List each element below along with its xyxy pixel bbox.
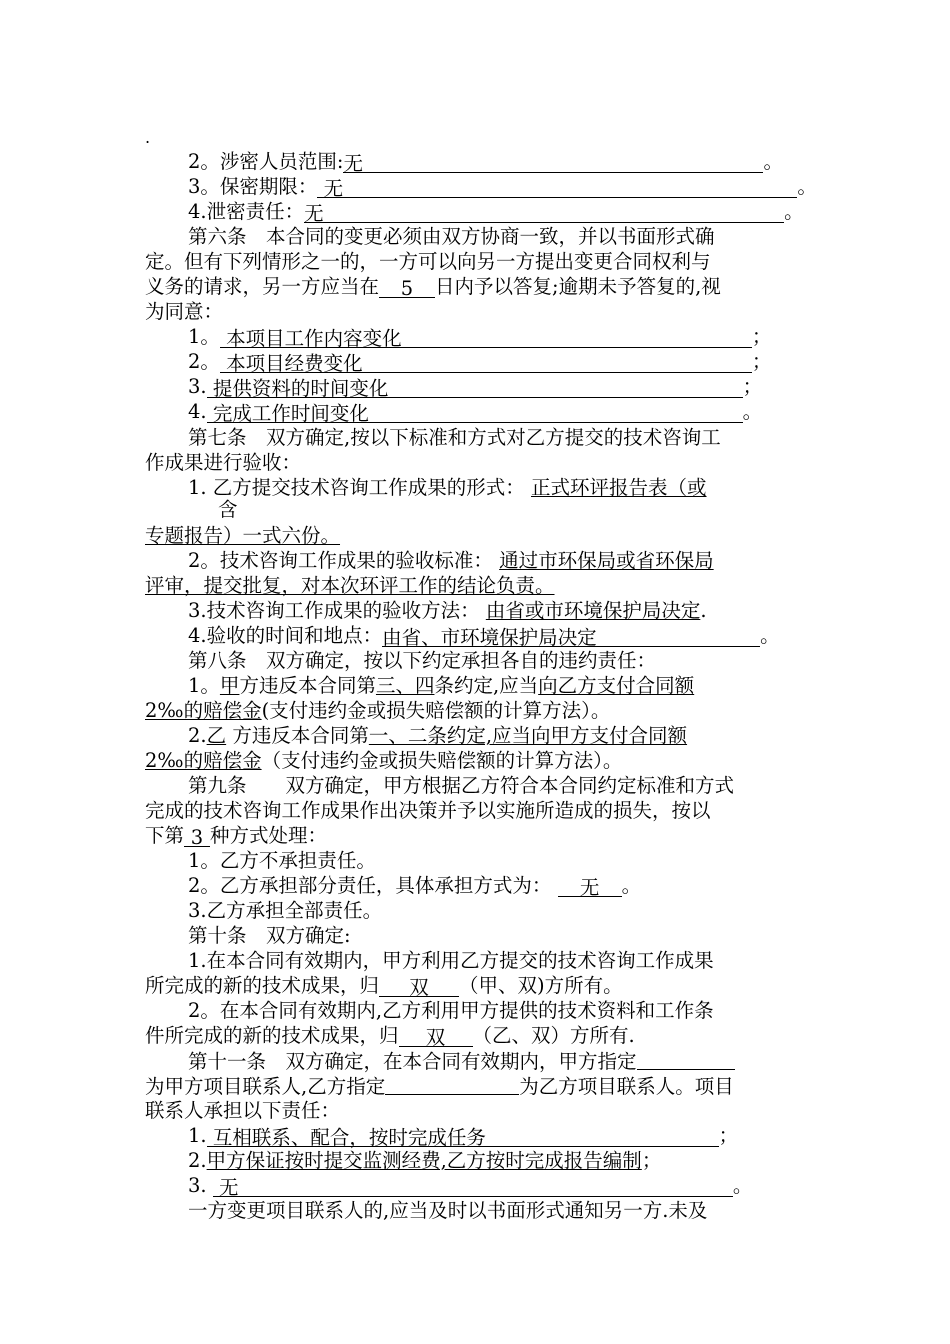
acceptance-method-value: 由省或市环境保护局决定 — [485, 599, 701, 622]
article-11-line-2: 为甲方项目联系人,乙方指定 为乙方项目联系人。项目 — [145, 1075, 734, 1098]
ownership-b-line-2: 件所完成的新的技术成果，归 双 （乙、双）方所有. — [145, 1024, 635, 1049]
acceptance-method-line: 3.技术咨询工作成果的验收方法： 由省或市环境保护局决定. — [188, 599, 707, 622]
secrecy-term-value: 无 — [317, 177, 797, 198]
ownership-b-line-1: 2。在本合同有效期内,乙方利用甲方提供的技术资料和工作条 — [188, 999, 714, 1022]
handling-method-number: 3 — [184, 826, 210, 847]
article-11-line-1: 第十一条 双方确定，在本合同有效期内，甲方指定 — [188, 1049, 735, 1073]
article-11-last-line: 一方变更项目联系人的,应当及时以书面形式通知另一方.未及 — [188, 1199, 708, 1222]
breach-party-b-line-1: 2.乙 方违反本合同第一、二条约定,应当向甲方支付合同额 — [188, 724, 688, 747]
handling-option-3: 3.乙方承担全部责任。 — [188, 899, 383, 922]
reply-days-value: 5 — [379, 277, 435, 298]
change-item-4: 4. 完成工作时间变化 。 — [188, 400, 763, 425]
change-item-1: 1。 本项目工作内容变化 ； — [188, 325, 772, 350]
article-6-line-2: 定。但有下列情形之一的，一方可以向另一方提出变更合同权利与 — [145, 250, 711, 273]
article-8-line-1: 第八条 双方确定，按以下约定承担各自的违约责任： — [188, 649, 657, 672]
article-7-line-2: 作成果进行验收： — [145, 451, 302, 474]
article-9-line-2: 完成的技术咨询工作成果作出决策并予以实施所造成的损失，按以 — [145, 799, 711, 822]
deliverable-form-value: 正式环评报告表（或 — [531, 476, 707, 499]
deliverable-form-line-3: 专题报告）一式六份。 — [145, 524, 341, 547]
change-item-2: 2。 本项目经费变化 ； — [188, 350, 772, 375]
deliverable-form-cont: 含 — [218, 498, 238, 521]
breach-party-a-line-1: 1。甲方违反本合同第三、四条约定,应当向乙方支付合同额 — [188, 674, 695, 697]
article-11-line-3: 联系人承担以下责任： — [145, 1099, 341, 1122]
article-9-line-1: 第九条 双方确定，甲方根据乙方符合本合同约定标准和方式 — [188, 774, 735, 797]
article-6-line-4: 为同意： — [145, 300, 224, 323]
acceptance-time-place-value: 由省、市环境保护局决定 — [382, 626, 760, 647]
article-6-line-1: 第六条 本合同的变更必须由双方协商一致，并以书面形式确 — [188, 225, 715, 248]
contact-duty-1: 1. 互相联系、配合，按时完成任务 ； — [188, 1124, 739, 1149]
contact-duty-2: 2.甲方保证按时提交监测经费,乙方按时完成报告编制； — [188, 1149, 662, 1172]
acceptance-standard-line-2: 评审，提交批复，对本次环评工作的结论负责。 — [145, 574, 555, 597]
secrecy-scope-line: 2。涉密人员范围:无 。 — [188, 150, 783, 175]
article-6-line-3: 义务的请求，另一方应当在 5 日内予以答复;逾期未予答复的,视 — [145, 275, 721, 300]
article-9-line-3: 下第 3 种方式处理： — [145, 824, 328, 849]
breach-party-b-line-2: 2‰的赔偿金（支付违约金或损失赔偿额的计算方法）。 — [145, 749, 623, 772]
article-7-line-1: 第七条 双方确定,按以下标准和方式对乙方提交的技术咨询工 — [188, 426, 721, 449]
secrecy-scope-value: 无 — [343, 152, 763, 173]
handling-option-1: 1。乙方不承担责任。 — [188, 849, 376, 872]
change-item-3: 3. 提供资料的时间变化 ； — [188, 375, 763, 400]
breach-party-a-line-2: 2‰的赔偿金(支付违约金或损失赔偿额的计算方法）。 — [145, 699, 611, 722]
leak-liability-line: 4.泄密责任：无 。 — [188, 200, 804, 225]
acceptance-time-place-line: 4.验收的时间和地点：由省、市环境保护局决定 。 — [188, 624, 780, 649]
acceptance-standard-line: 2。技术咨询工作成果的验收标准： 通过市环保局或省环保局 — [188, 549, 714, 572]
ownership-a-line-1: 1.在本合同有效期内，甲方利用乙方提交的技术咨询工作成果 — [188, 949, 714, 972]
page-top-mark: . — [145, 128, 151, 147]
handling-option-2: 2。乙方承担部分责任，具体承担方式为： 无 。 — [188, 874, 642, 899]
contact-duty-3: 3. 无 。 — [188, 1174, 753, 1199]
acceptance-standard-value: 通过市环保局或省环保局 — [499, 549, 714, 572]
secrecy-term-line: 3。保密期限： 无 。 — [188, 175, 817, 200]
leak-liability-value: 无 — [304, 202, 784, 223]
party-b-contact-blank — [385, 1074, 519, 1095]
ownership-a-line-2: 所完成的新的技术成果，归 双 （甲、双)方所有。 — [145, 974, 623, 999]
article-10-line-1: 第十条 双方确定: — [188, 924, 351, 947]
deliverable-form-line: 1. 乙方提交技术咨询工作成果的形式： 正式环评报告表（或 — [188, 476, 707, 499]
party-a-contact-blank — [637, 1049, 735, 1070]
